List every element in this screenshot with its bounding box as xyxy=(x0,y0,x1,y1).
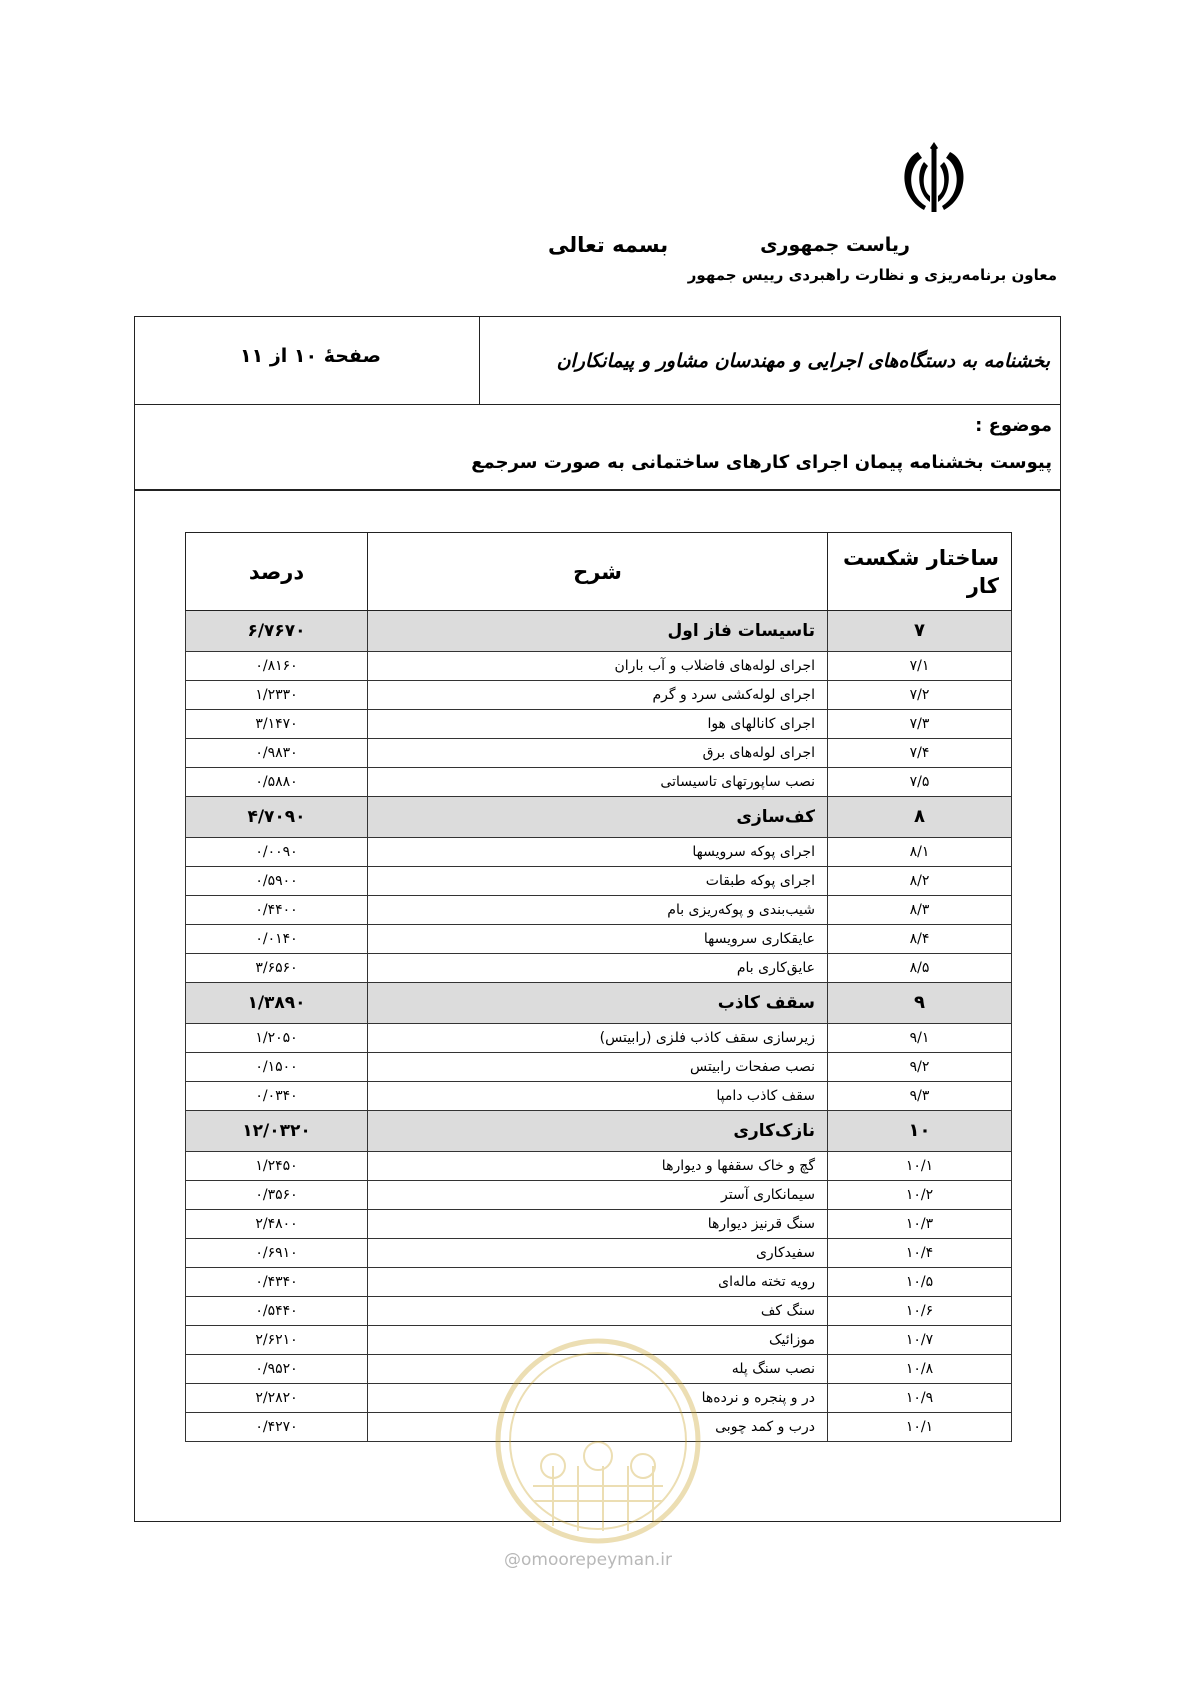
row-code: ۱۰/۵ xyxy=(828,1268,1012,1297)
row-code: ۸/۲ xyxy=(828,867,1012,896)
table-row xyxy=(186,838,1012,867)
circular-title: بخشنامه به دستگاه‌های اجرایی و مهندسان مشاور و پیمانکاران xyxy=(556,350,1050,372)
table-row xyxy=(186,925,1012,954)
row-description: عایق‌کاری بام xyxy=(368,954,828,983)
iran-emblem-icon xyxy=(888,138,980,220)
subject-text: پیوست بخشنامه پیمان اجرای کارهای ساختمانی به صورت سرجمع xyxy=(471,452,1052,473)
row-description: زیرسازی سقف کاذب فلزی (رابیتس) xyxy=(368,1024,828,1053)
group-code: ۱۰ xyxy=(828,1111,1012,1152)
table-group-row xyxy=(186,611,1012,652)
row-percent: ۰/۰۰۹۰ xyxy=(186,838,368,867)
row-description: سفیدکاری xyxy=(368,1239,828,1268)
table-row xyxy=(186,768,1012,797)
table-group-row xyxy=(186,983,1012,1024)
header-code: ساختار شکست کار xyxy=(828,533,1012,611)
row-code: ۷/۴ xyxy=(828,739,1012,768)
deputy-office-label: معاون برنامه‌ریزی و نظارت راهبردی رییس جمهور xyxy=(687,266,1057,284)
row-percent: ۰/۰۳۴۰ xyxy=(186,1082,368,1111)
row-percent: ۰/۴۳۴۰ xyxy=(186,1268,368,1297)
row-code: ۱۰/۳ xyxy=(828,1210,1012,1239)
row-description: در و پنجره و نرده‌ها xyxy=(368,1384,828,1413)
row-description: عایقکاری سرویسها xyxy=(368,925,828,954)
table-row xyxy=(186,1181,1012,1210)
row-percent: ۱/۲۴۵۰ xyxy=(186,1152,368,1181)
row-description: اجرای کانالهای هوا xyxy=(368,710,828,739)
row-description: رویه تخته ماله‌ای xyxy=(368,1268,828,1297)
row-description: گچ و خاک سقفها و دیوارها xyxy=(368,1152,828,1181)
table-row xyxy=(186,867,1012,896)
subject-label: موضوع : xyxy=(975,415,1052,436)
row-percent: ۰/۵۴۴۰ xyxy=(186,1297,368,1326)
row-code: ۱۰/۱ xyxy=(828,1413,1012,1442)
header-percent: درصد xyxy=(186,533,368,611)
table-row xyxy=(186,1239,1012,1268)
table-row xyxy=(186,681,1012,710)
group-title: نازک‌کاری xyxy=(368,1111,828,1152)
group-code: ۹ xyxy=(828,983,1012,1024)
row-description: اجرای لوله‌های برق xyxy=(368,739,828,768)
row-description: اجرای پوکه سرویسها xyxy=(368,838,828,867)
row-percent: ۰/۹۵۲۰ xyxy=(186,1355,368,1384)
row-code: ۷/۳ xyxy=(828,710,1012,739)
page-number: صفحهٔ ۱۰ از ۱۱ xyxy=(240,345,381,367)
table-group-row xyxy=(186,797,1012,838)
row-code: ۱۰/۲ xyxy=(828,1181,1012,1210)
title-frame-divider xyxy=(479,316,480,405)
row-percent: ۳/۱۴۷۰ xyxy=(186,710,368,739)
row-percent: ۲/۶۲۱۰ xyxy=(186,1326,368,1355)
table-row xyxy=(186,1082,1012,1111)
table-row xyxy=(186,710,1012,739)
row-percent: ۰/۵۸۸۰ xyxy=(186,768,368,797)
row-description: سیمانکاری آستر xyxy=(368,1181,828,1210)
subject-frame xyxy=(134,404,1061,490)
row-percent: ۲/۲۸۲۰ xyxy=(186,1384,368,1413)
watermark-site: @omoorepeyman.ir xyxy=(504,1550,673,1570)
bismillah-heading: بسمه تعالی xyxy=(548,233,669,257)
table-row xyxy=(186,652,1012,681)
table-row xyxy=(186,1152,1012,1181)
row-percent: ۰/۵۹۰۰ xyxy=(186,867,368,896)
row-percent: ۰/۳۵۶۰ xyxy=(186,1181,368,1210)
row-code: ۷/۲ xyxy=(828,681,1012,710)
row-code: ۸/۴ xyxy=(828,925,1012,954)
row-description: اجرای لوله‌کشی سرد و گرم xyxy=(368,681,828,710)
row-code: ۸/۵ xyxy=(828,954,1012,983)
table-row xyxy=(186,954,1012,983)
group-percent: ۶/۷۶۷۰ xyxy=(186,611,368,652)
row-percent: ۱/۲۳۳۰ xyxy=(186,681,368,710)
row-percent: ۰/۹۸۳۰ xyxy=(186,739,368,768)
row-percent: ۰/۰۱۴۰ xyxy=(186,925,368,954)
row-description: اجرای لوله‌های فاضلاب و آب باران xyxy=(368,652,828,681)
row-code: ۱۰/۷ xyxy=(828,1326,1012,1355)
row-percent: ۰/۶۹۱۰ xyxy=(186,1239,368,1268)
row-percent: ۳/۶۵۶۰ xyxy=(186,954,368,983)
group-percent: ۱/۳۸۹۰ xyxy=(186,983,368,1024)
row-code: ۹/۳ xyxy=(828,1082,1012,1111)
row-code: ۹/۱ xyxy=(828,1024,1012,1053)
group-code: ۷ xyxy=(828,611,1012,652)
row-description: اجرای پوکه طبقات xyxy=(368,867,828,896)
row-code: ۹/۲ xyxy=(828,1053,1012,1082)
row-code: ۸/۱ xyxy=(828,838,1012,867)
group-percent: ۴/۷۰۹۰ xyxy=(186,797,368,838)
table-row xyxy=(186,1268,1012,1297)
row-code: ۷/۱ xyxy=(828,652,1012,681)
table-header-row xyxy=(186,533,1012,611)
row-code: ۱۰/۹ xyxy=(828,1384,1012,1413)
row-description: سنگ کف xyxy=(368,1297,828,1326)
work-breakdown-table xyxy=(185,532,1012,1442)
group-title: تاسیسات فاز اول xyxy=(368,611,828,652)
row-description: نصب ساپورتهای تاسیساتی xyxy=(368,768,828,797)
row-code: ۱۰/۱ xyxy=(828,1152,1012,1181)
row-code: ۸/۳ xyxy=(828,896,1012,925)
row-description: نصب صفحات رابیتس xyxy=(368,1053,828,1082)
group-title: کف‌سازی xyxy=(368,797,828,838)
table-row xyxy=(186,739,1012,768)
row-description: سنگ قرنیز دیوارها xyxy=(368,1210,828,1239)
row-percent: ۱/۲۰۵۰ xyxy=(186,1024,368,1053)
row-percent: ۲/۴۸۰۰ xyxy=(186,1210,368,1239)
table-group-row xyxy=(186,1111,1012,1152)
table-body xyxy=(186,611,1012,1442)
row-code: ۱۰/۶ xyxy=(828,1297,1012,1326)
presidency-label: ریاست جمهوری xyxy=(760,234,910,256)
row-percent: ۰/۱۵۰۰ xyxy=(186,1053,368,1082)
row-description: نصب سنگ پله xyxy=(368,1355,828,1384)
row-code: ۱۰/۸ xyxy=(828,1355,1012,1384)
row-percent: ۰/۴۴۰۰ xyxy=(186,896,368,925)
row-description: شیب‌بندی و پوکه‌ریزی بام xyxy=(368,896,828,925)
table-row xyxy=(186,1210,1012,1239)
row-percent: ۰/۸۱۶۰ xyxy=(186,652,368,681)
row-code: ۷/۵ xyxy=(828,768,1012,797)
work-breakdown-table-container xyxy=(185,532,1011,1442)
table-row xyxy=(186,1053,1012,1082)
group-code: ۸ xyxy=(828,797,1012,838)
row-code: ۱۰/۴ xyxy=(828,1239,1012,1268)
row-description: سقف کاذب دامپا xyxy=(368,1082,828,1111)
watermark-logo xyxy=(493,1336,703,1546)
group-percent: ۱۲/۰۳۲۰ xyxy=(186,1111,368,1152)
table-row xyxy=(186,1024,1012,1053)
group-title: سقف کاذب xyxy=(368,983,828,1024)
row-description: موزائیک xyxy=(368,1326,828,1355)
row-description: درب و کمد چوبی xyxy=(368,1413,828,1442)
table-row xyxy=(186,1297,1012,1326)
row-percent: ۰/۴۲۷۰ xyxy=(186,1413,368,1442)
header-description: شرح xyxy=(368,533,828,611)
table-row xyxy=(186,896,1012,925)
